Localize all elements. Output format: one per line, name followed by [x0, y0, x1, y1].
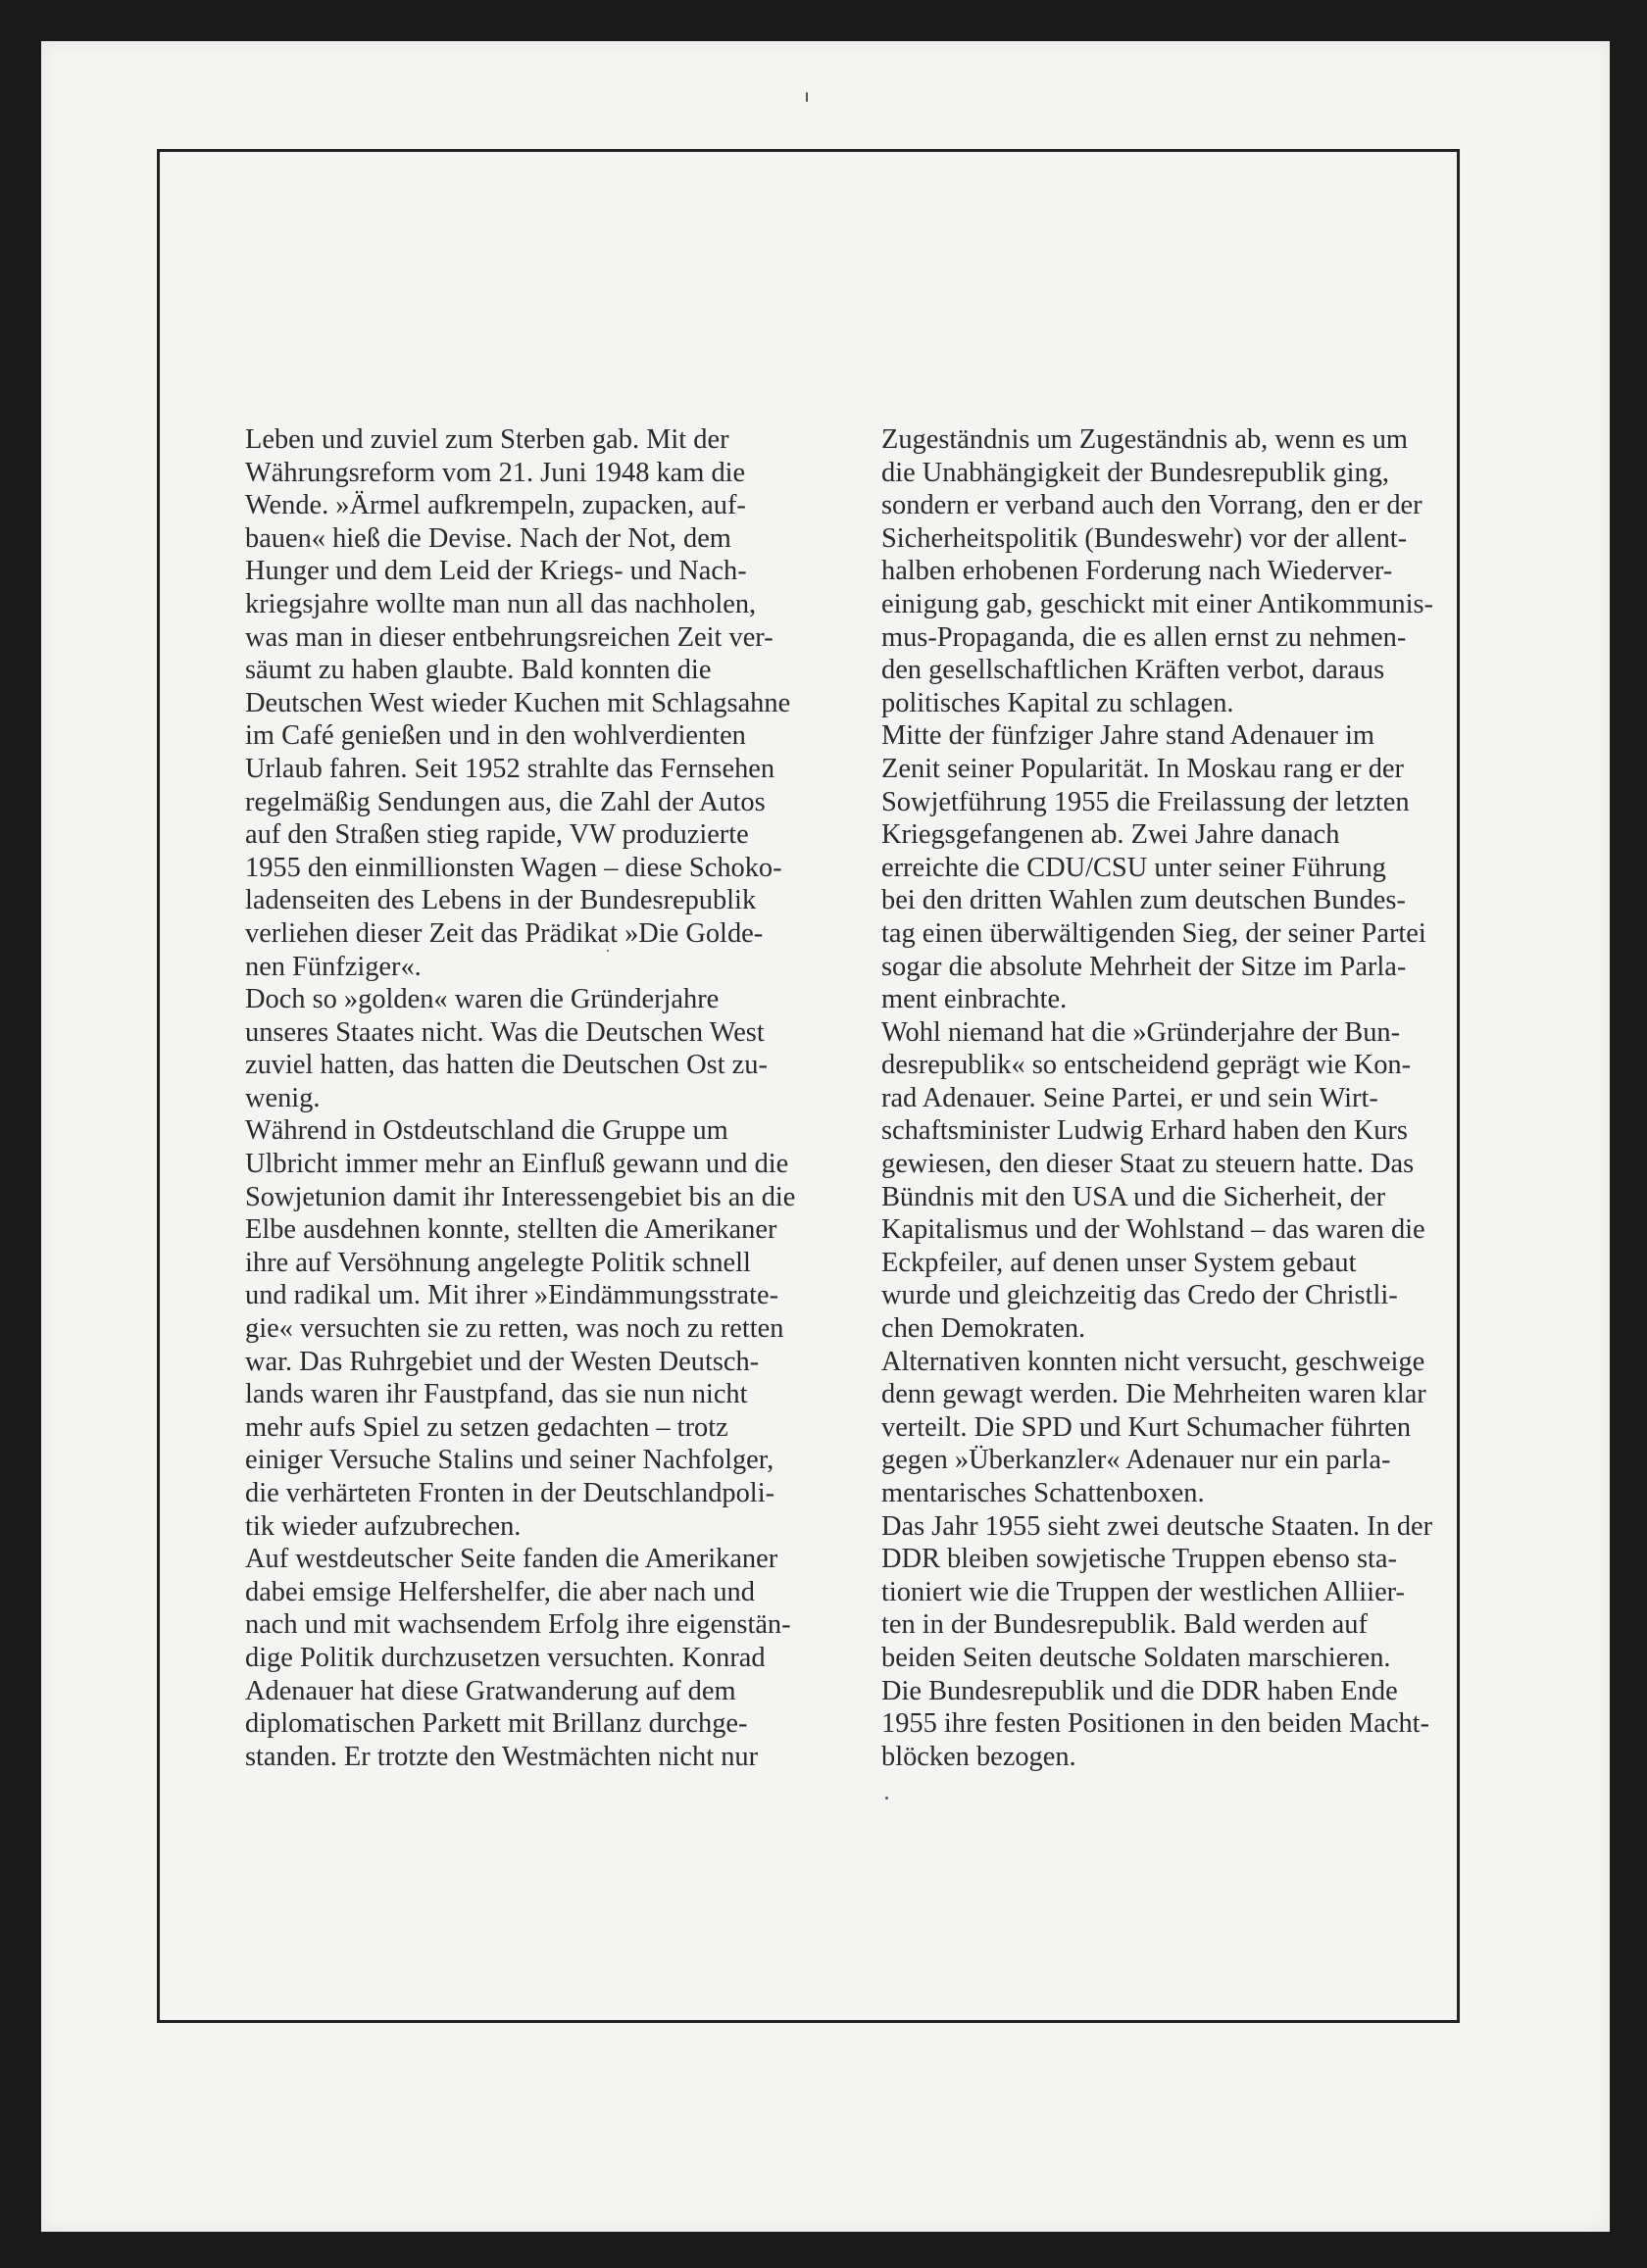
right-text-column [881, 423, 1477, 1773]
paragraph: Wohl niemand hat die »Gründerjahre der Bun- desrepublik« so entscheidend geprägt wie Kon- rad Adenauer. Seine Partei, er und sein Wirt- schaftsminister Ludwig Erhard haben den Kurs gewiesen, den dieser Staat zu steuern hatte. Das Bündnis mit den USA und die Sicherheit, der Kapitalismus und der Wohlstand – das waren die Eckpfeiler, auf denen unser System gebaut wurde und gleichzeitig das Credo der Christli- chen Demokraten. [881, 1016, 1425, 1345]
dust-speck [885, 1797, 888, 1800]
paragraph: Während in Ostdeutschland die Gruppe um Ulbricht immer mehr an Einfluß gewann und die Sowjetunion damit ihr Interessengebiet bis an die Elbe ausdehnen konnte, stellten die Amerikaner ihre auf Versöhnung angelegte Politik schnell und radikal um. Mit ihrer »Eindämmungsstrate- gie« versuchten sie zu retten, was noch zu retten war. Das Ruhrgebiet und der Westen Deutsch- lands waren ihr Faustpfand, das sie nun nicht mehr aufs Spiel zu setzen gedachten – trotz einiger Versuche Stalins und seiner Nachfolger, die verhärteten Fronten in der Deutschlandpoli- tik wieder aufzubrechen. [245, 1115, 796, 1542]
left-text-column [245, 423, 841, 1773]
paragraph: Doch so »golden« waren die Gründerjahre unseres Staates nicht. Was die Deutschen West zuviel hatten, das hatten die Deutschen Ost zu- wenig. [245, 984, 768, 1113]
paragraph: Zugeständnis um Zugeständnis ab, wenn es um die Unabhängigkeit der Bundesrepublik ging, sondern er verband auch den Vorrang, den er der Sicherheitspolitik (Bundeswehr) vor der allent- halben erhobenen Forderung nach Wiederver- einigung gab, geschickt mit einer Antikommunis- mus-Propaganda, die es allen ernst zu nehmen- den gesellschaftlichen Kräften verbot, daraus politisches Kapital zu schlagen. [881, 424, 1433, 718]
paragraph: Leben und zuviel zum Sterben gab. Mit der Währungsreform vom 21. Juni 1948 kam die Wende. »Ärmel aufkrempeln, zupacken, auf- bauen« hieß die Devise. Nach der Not, dem Hunger und dem Leid der Kriegs- und Nach- kriegsjahre wollte man nun all das nachholen, was man in dieser entbehrungsreichen Zeit ver- säumt zu haben glaubte. Bald konnten die Deutschen West wieder Kuchen mit Schlagsahne im Café genießen und in den wohlverdienten Urlaub fahren. Seit 1952 strahlte das Fernsehen regelmäßig Sendungen aus, die Zahl der Autos auf den Straßen stieg rapide, VW produzierte 1955 den einmillionsten Wagen – diese Schoko- ladenseiten des Lebens in der Bundesrepublik verliehen dieser Zeit das Prädikat »Die Golde- nen Fünfziger«. [245, 424, 791, 982]
dust-speck [607, 950, 609, 952]
paragraph: Alternativen konnten nicht versucht, geschweige denn gewagt werden. Die Mehrheiten waren klar verteilt. Die SPD und Kurt Schumacher führten gegen »Überkanzler« Adenauer nur ein parla- mentarisches Schattenboxen. [881, 1346, 1426, 1508]
album-page [41, 41, 1610, 2232]
dust-speck [806, 92, 808, 102]
paragraph: Das Jahr 1955 sieht zwei deutsche Staaten. In der DDR bleiben sowjetische Truppen ebenso sta- tioniert wie die Truppen der westlichen Alliier- ten in der Bundesrepublik. Bald werden auf beiden Seiten deutsche Soldaten marschieren. Die Bundesrepublik und die DDR haben Ende 1955 ihre festen Positionen in den beiden Macht- blöcken bezogen. [881, 1510, 1433, 1772]
paragraph: Mitte der fünfziger Jahre stand Adenauer im Zenit seiner Popularität. In Moskau rang er der Sowjetführung 1955 die Freilassung der letzten Kriegsgefangenen ab. Zwei Jahre danach erreichte die CDU/CSU unter seiner Führung bei den dritten Wahlen zum deutschen Bundes- tag einen überwältigenden Sieg, der seiner Partei sogar die absolute Mehrheit der Sitze im Parla- ment einbrachte. [881, 720, 1426, 1015]
paragraph: Auf westdeutscher Seite fanden die Amerikaner dabei emsige Helfershelfer, die aber nach und nach und mit wachsendem Erfolg ihre eigenstän- dige Politik durchzusetzen versuchten. Konrad Adenauer hat diese Gratwanderung auf dem diplomatischen Parkett mit Brillanz durchge- standen. Er trotzte den Westmächten nicht nur [245, 1544, 791, 1772]
